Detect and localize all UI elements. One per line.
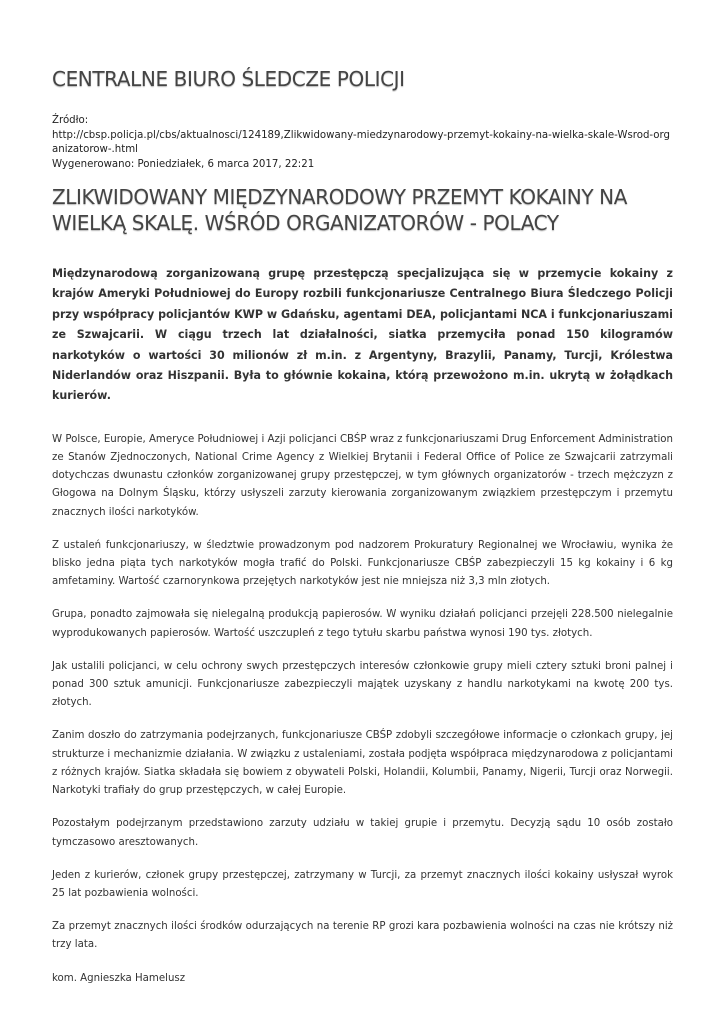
article-lead: Międzynarodową zorganizowaną grupę przestępczą specjalizująca się w przemycie kokainy z krajów Ameryki Południowej do Europy rozbili funkcjonariusze Centralnego Biura Śledczego Policji przy współpracy policjantów KWP w Gdańsku, agentami DEA, policjantami NCA i funkcjonariuszami ze Szwajcarii. W ciągu trzech lat działalności, siatka przemyciła ponad 150 kilogramów narkotyków o wartości 30 milionów zł m.in. z Argentyny, Brazylii, Panamy, Turcji, Królestwa Niderlandów oraz Hiszpanii. Była to głównie kokaina, którą przewożono m.in. ukrytą w żołądkach kurierów. bbox=[52, 267, 673, 403]
article-paragraph: Jak ustalili policjanci, w celu ochrony swych przestępczych interesów członkowie grupy mieli cztery sztuki broni palnej i ponad 300 sztuk amunicji. Funkcjonariusze zabezpieczyli majątek uzyskany z handlu narkotykami na kwotę 200 tys. złotych. bbox=[52, 660, 673, 709]
article-paragraph: Jeden z kurierów, członek grupy przestępczej, zatrzymany w Turcji, za przemyt znacznych ilości kokainy usłyszał wyrok 25 lat pozbawienia wolności. bbox=[52, 869, 673, 899]
article-title: ZLIKWIDOWANY MIĘDZYNARODOWY PRZEMYT KOKAINY NA WIELKĄ SKALĘ. WŚRÓD ORGANIZATORÓW - POLACY bbox=[52, 185, 627, 235]
article-paragraph: W Polsce, Europie, Ameryce Południowej i Azji policjanci CBŚP wraz z funkcjonariuszami Drug Enforcement Administration ze Stanów Zjednoczonych, National Crime Agency z Wielkiej Brytanii i Federal Office of Police ze Szwajcarii zatrzymali dotychczas dwunastu członków zorganizowanej grupy przestępczej, w tym głównych organizatorów - trzech mężczyzn z Głogowa na Dolnym Śląsku, którzy usłyszeli zarzuty kierowania zorganizowanym związkiem przestępczym i przemytu znacznych ilości narkotyków. bbox=[52, 433, 673, 518]
document-meta bbox=[52, 114, 673, 172]
article-author: kom. Agnieszka Hamelusz bbox=[52, 972, 186, 984]
article-body bbox=[52, 431, 673, 988]
site-title: CENTRALNE BIURO ŚLEDCZE POLICJI bbox=[52, 67, 405, 91]
source-url: http://cbsp.policja.pl/cbs/aktualnosci/124189,Zlikwidowany-miedzynarodowy-przemyt-kokainy-na-wielka-skale-Wsrod-organizatorow-.html bbox=[52, 129, 670, 155]
article-paragraph: Za przemyt znacznych ilości środków odurzających na terenie RP grozi kara pozbawienia wolności na czas nie krótszy niż trzy lata. bbox=[52, 921, 673, 951]
article-paragraph: Zanim doszło do zatrzymania podejrzanych, funkcjonariusze CBŚP zdobyli szczegółowe informacje o członkach grupy, jej strukturze i mechanizmie działania. W związku z ustaleniami, została podjęta współpraca międzynarodowa z policjantami z różnych krajów. Siatka składała się bowiem z obywateli Polski, Holandii, Kolumbii, Panamy, Nigerii, Turcji oraz Norwegii. Narkotyki trafiały do grup przestępczych, w całej Europie. bbox=[52, 730, 673, 797]
document-page bbox=[52, 66, 673, 1003]
article-paragraph: Grupa, ponadto zajmowała się nielegalną produkcją papierosów. W wyniku działań policjanci przejęli 228.500 nielegalnie wyprodukowanych papierosów. Wartość uszczupleń z tego tytułu skarbu państwa wynosi 190 tys. złotych. bbox=[52, 609, 673, 639]
generated-date: Wygenerowano: Poniedziałek, 6 marca 2017, 22:21 bbox=[52, 158, 315, 170]
article-paragraph: Z ustaleń funkcjonariuszy, w śledztwie prowadzonym pod nadzorem Prokuratury Regionalnej we Wrocławiu, wynika że blisko jedna piąta tych narkotyków mogła trafić do Polski. Funkcjonariusze CBŚP zabezpieczyli 15 kg kokainy i 6 kg amfetaminy. Wartość czarnorynkowa przejętych narkotyków jest nie mniejsza niż 3,3 mln złotych. bbox=[52, 539, 673, 588]
source-label: Źródło: bbox=[52, 115, 89, 126]
article-paragraph: Pozostałym podejrzanym przedstawiono zarzuty udziału w takiej grupie i przemytu. Decyzją sądu 10 osób zostało tymczasowo aresztowanych. bbox=[52, 818, 673, 848]
